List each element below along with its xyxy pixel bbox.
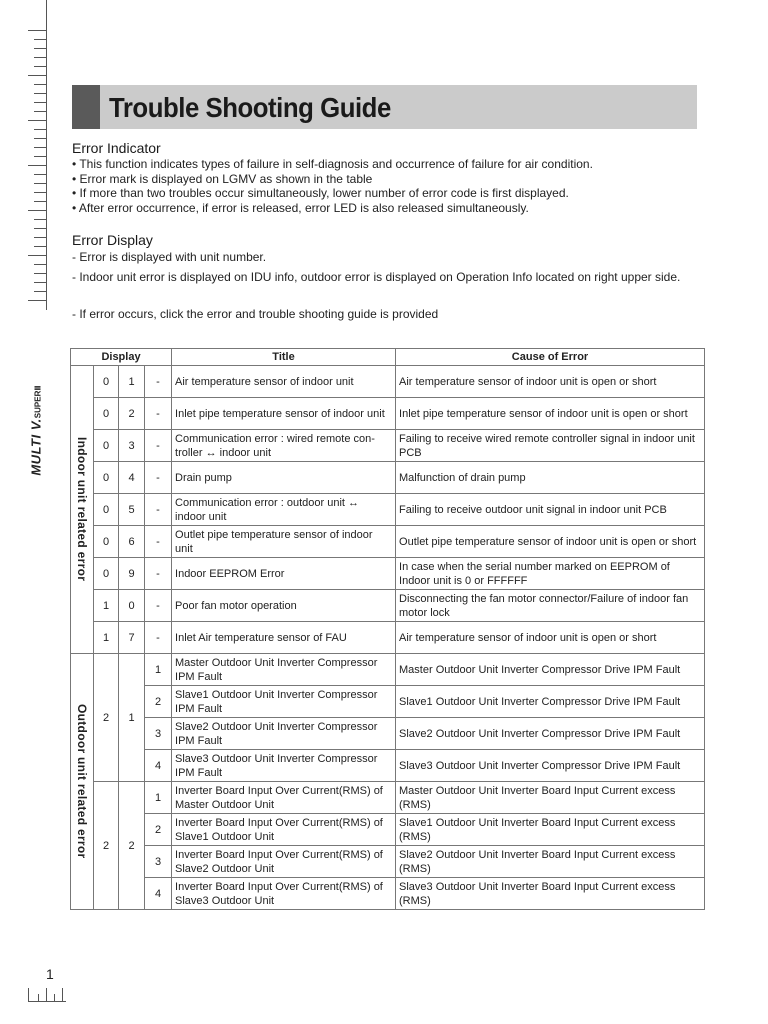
error-cause: Disconnecting the fan motor connector/Failure of indoor fan motor lock	[396, 590, 705, 622]
display-digit-2: 5	[119, 494, 145, 526]
display-digit-1: 0	[94, 366, 119, 398]
ruler-tick	[34, 156, 46, 157]
group-label-text: Outdoor unit related error	[75, 704, 89, 859]
table-row	[71, 750, 705, 782]
display-digit-2: 6	[119, 526, 145, 558]
ruler-tick	[28, 300, 46, 301]
display-digit-1: 0	[94, 398, 119, 430]
table-row	[71, 430, 705, 462]
error-title: Inverter Board Input Over Current(RMS) of Slave2 Outdoor Unit	[172, 846, 396, 878]
display-digit-2: 9	[119, 558, 145, 590]
error-display-heading: Error Display	[72, 232, 153, 248]
ruler-tick	[34, 111, 46, 112]
table-row	[71, 718, 705, 750]
display-digit-3: -	[145, 526, 172, 558]
ruler-tick	[34, 228, 46, 229]
display-digit-1: 0	[94, 526, 119, 558]
error-cause: Master Outdoor Unit Inverter Board Input Current excess (RMS)	[396, 782, 705, 814]
display-digit-3: -	[145, 430, 172, 462]
display-digit-3: 1	[145, 654, 172, 686]
ruler-tick	[34, 147, 46, 148]
error-indicator-heading: Error Indicator	[72, 140, 161, 156]
display-digit-3: -	[145, 494, 172, 526]
ruler-tick	[34, 138, 46, 139]
page-title: Trouble Shooting Guide	[109, 92, 391, 123]
table-row	[71, 558, 705, 590]
error-title: Poor fan motor operation	[172, 590, 396, 622]
ruler-tick	[34, 201, 46, 202]
error-cause: Slave2 Outdoor Unit Inverter Board Input Current excess (RMS)	[396, 846, 705, 878]
display-digit-2: 3	[119, 430, 145, 462]
ruler-tick	[34, 39, 46, 40]
ruler-tick	[28, 30, 46, 31]
table-row	[71, 878, 705, 910]
table-row	[71, 590, 705, 622]
display-digit-3: 1	[145, 782, 172, 814]
error-title: Master Outdoor Unit Inverter Compressor IPM Fault	[172, 654, 396, 686]
group-label-outdoor	[71, 654, 94, 910]
bullet-item: • Error mark is displayed on LGMV as shown in the table	[72, 171, 373, 186]
error-title: Slave3 Outdoor Unit Inverter Compressor IPM Fault	[172, 750, 396, 782]
bullet-item: • After error occurrence, if error is released, error LED is also released simultaneously.	[72, 200, 529, 215]
error-cause: Air temperature sensor of indoor unit is open or short	[396, 366, 705, 398]
display-digit-3: -	[145, 366, 172, 398]
display-digit-2: 2	[119, 782, 145, 910]
display-digit-2: 7	[119, 622, 145, 654]
ruler-tick	[34, 219, 46, 220]
display-digit-3: -	[145, 558, 172, 590]
ruler-tick	[34, 48, 46, 49]
footer-ruler	[28, 988, 66, 1002]
ruler-tick	[34, 291, 46, 292]
header-display: Display	[71, 349, 172, 366]
display-digit-3: 3	[145, 718, 172, 750]
error-cause: Inlet pipe temperature sensor of indoor unit is open or short	[396, 398, 705, 430]
brand-logo	[16, 365, 56, 495]
display-digit-2: 2	[119, 398, 145, 430]
error-cause: Slave1 Outdoor Unit Inverter Board Input Current excess (RMS)	[396, 814, 705, 846]
ruler-tick	[34, 192, 46, 193]
error-display-line: - Indoor unit error is displayed on IDU info, outdoor error is displayed on Operation Info located on right upper side.	[72, 270, 681, 284]
error-title: Inlet Air temperature sensor of FAU	[172, 622, 396, 654]
error-code-table	[70, 348, 705, 910]
error-title: Inlet pipe temperature sensor of indoor unit	[172, 398, 396, 430]
error-title: Inverter Board Input Over Current(RMS) of Slave3 Outdoor Unit	[172, 878, 396, 910]
brand-name: MULTI V.	[28, 417, 44, 476]
error-title: Inverter Board Input Over Current(RMS) of Slave1 Outdoor Unit	[172, 814, 396, 846]
ruler-tick	[28, 75, 46, 76]
page-number: 1	[46, 966, 54, 982]
error-title: Air temperature sensor of indoor unit	[172, 366, 396, 398]
error-cause: Slave1 Outdoor Unit Inverter Compressor Drive IPM Fault	[396, 686, 705, 718]
display-digit-1: 2	[94, 654, 119, 782]
error-cause: Slave3 Outdoor Unit Inverter Board Input Current excess (RMS)	[396, 878, 705, 910]
error-title: Slave1 Outdoor Unit Inverter Compressor IPM Fault	[172, 686, 396, 718]
error-title: Drain pump	[172, 462, 396, 494]
ruler-tick	[34, 129, 46, 130]
error-cause: Outlet pipe temperature sensor of indoor unit is open or short	[396, 526, 705, 558]
display-digit-3: -	[145, 622, 172, 654]
table-row	[71, 814, 705, 846]
title-banner	[72, 85, 697, 129]
table-row	[71, 846, 705, 878]
ruler-tick	[34, 183, 46, 184]
ruler-tick	[34, 102, 46, 103]
display-digit-1: 0	[94, 558, 119, 590]
bullet-item: • If more than two troubles occur simultaneously, lower number of error code is first displayed.	[72, 186, 569, 200]
ruler-tick	[34, 57, 46, 58]
ruler-tick	[28, 165, 46, 166]
group-label-indoor	[71, 366, 94, 654]
error-title: Outlet pipe temperature sensor of indoor unit	[172, 526, 396, 558]
error-cause: Master Outdoor Unit Inverter Compressor Drive IPM Fault	[396, 654, 705, 686]
error-title: Inverter Board Input Over Current(RMS) of Master Outdoor Unit	[172, 782, 396, 814]
table-header-row	[71, 349, 705, 366]
table-row	[71, 494, 705, 526]
ruler-tick	[34, 282, 46, 283]
display-digit-2: 1	[119, 366, 145, 398]
error-cause: Failing to receive outdoor unit signal in indoor unit PCB	[396, 494, 705, 526]
display-digit-3: 2	[145, 814, 172, 846]
ruler-tick	[34, 237, 46, 238]
error-cause: Slave3 Outdoor Unit Inverter Compressor Drive IPM Fault	[396, 750, 705, 782]
error-title: Communication error : wired remote con-troller ↔ indoor unit	[172, 430, 396, 462]
ruler-line	[46, 0, 47, 310]
bullet-item: • This function indicates types of failure in self-diagnosis and occurrence of failure for air condition.	[72, 157, 593, 171]
display-digit-1: 0	[94, 494, 119, 526]
display-digit-1: 0	[94, 462, 119, 494]
table-row	[71, 398, 705, 430]
title-accent-block	[72, 85, 100, 129]
display-digit-3: 2	[145, 686, 172, 718]
display-digit-3: 4	[145, 750, 172, 782]
error-cause: Failing to receive wired remote controller signal in indoor unit PCB	[396, 430, 705, 462]
table-row	[71, 526, 705, 558]
ruler-tick	[34, 264, 46, 265]
error-indicator-list	[72, 157, 593, 215]
display-digit-1: 1	[94, 622, 119, 654]
error-title: Communication error : outdoor unit ↔ indoor unit	[172, 494, 396, 526]
display-digit-3: 3	[145, 846, 172, 878]
display-digit-2: 0	[119, 590, 145, 622]
table-row	[71, 686, 705, 718]
table-row	[71, 654, 705, 686]
table-row	[71, 622, 705, 654]
ruler-tick	[34, 84, 46, 85]
display-digit-1: 2	[94, 782, 119, 910]
error-cause: Malfunction of drain pump	[396, 462, 705, 494]
error-cause: In case when the serial number marked on EEPROM of Indoor unit is 0 or FFFFFF	[396, 558, 705, 590]
error-title: Slave2 Outdoor Unit Inverter Compressor IPM Fault	[172, 718, 396, 750]
display-digit-1: 1	[94, 590, 119, 622]
ruler-tick	[28, 255, 46, 256]
display-digit-2: 1	[119, 654, 145, 782]
display-digit-3: -	[145, 462, 172, 494]
table-row	[71, 366, 705, 398]
ruler-tick	[34, 273, 46, 274]
ruler-tick	[34, 246, 46, 247]
margin-ruler	[0, 0, 48, 310]
display-digit-3: -	[145, 398, 172, 430]
error-display-line: - Error is displayed with unit number.	[72, 250, 267, 264]
table-row	[71, 462, 705, 494]
error-display-line: - If error occurs, click the error and trouble shooting guide is provided	[72, 307, 439, 321]
display-digit-1: 0	[94, 430, 119, 462]
error-title: Indoor EEPROM Error	[172, 558, 396, 590]
ruler-tick	[34, 93, 46, 94]
header-cause: Cause of Error	[396, 349, 705, 366]
error-cause: Slave2 Outdoor Unit Inverter Compressor Drive IPM Fault	[396, 718, 705, 750]
ruler-tick	[28, 210, 46, 211]
error-cause: Air temperature sensor of indoor unit is open or short	[396, 622, 705, 654]
display-digit-3: -	[145, 590, 172, 622]
ruler-tick	[34, 174, 46, 175]
display-digit-2: 4	[119, 462, 145, 494]
ruler-tick	[34, 66, 46, 67]
header-title: Title	[172, 349, 396, 366]
table-row	[71, 782, 705, 814]
group-label-text: Indoor unit related error	[75, 437, 89, 582]
ruler-tick	[28, 120, 46, 121]
brand-sub: SUPERⅡ	[33, 384, 43, 418]
display-digit-3: 4	[145, 878, 172, 910]
